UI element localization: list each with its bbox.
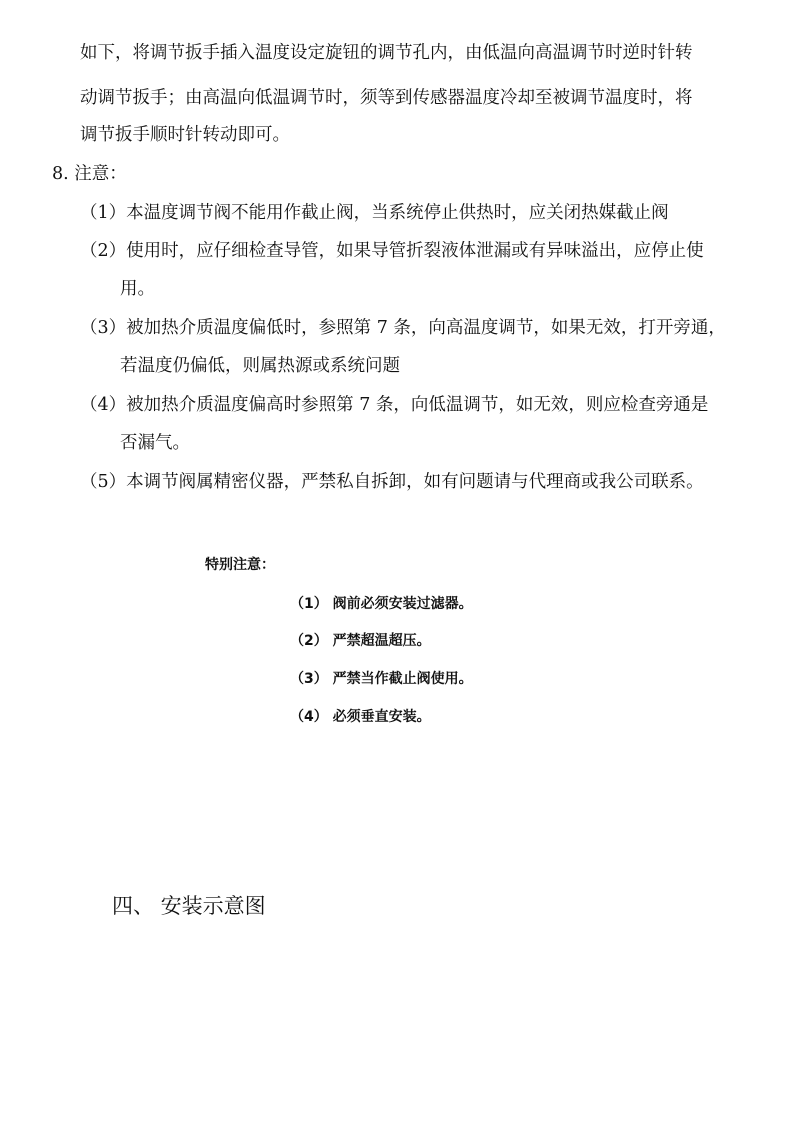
special-note-item-1: （1） 阀前必须安装过滤器。	[290, 596, 473, 612]
note-item-2-line-1: （2）使用时，应仔细检查导管，如果导管折裂液体泄漏或有异味溢出，应停止使	[80, 241, 704, 261]
intro-line-2: 动调节扳手；由高温向低温调节时，须等到传感器温度冷却至被调节温度时，将	[80, 88, 693, 108]
note-item-4-line-2: 否漏气。	[120, 433, 190, 453]
special-notes-heading: 特别注意：	[205, 557, 275, 573]
special-note-item-4: （4） 必须垂直安装。	[290, 709, 431, 725]
note-item-3-line-2: 若温度仍偏低，则属热源或系统问题	[120, 356, 400, 376]
note-item-5-line-1: （5）本调节阀属精密仪器，严禁私自拆卸，如有问题请与代理商或我公司联系。	[80, 472, 704, 492]
special-note-item-3: （3） 严禁当作截止阀使用。	[290, 671, 473, 687]
note-item-1-line-1: （1）本温度调节阀不能用作截止阀，当系统停止供热时，应关闭热媒截止阀	[80, 203, 669, 223]
note-item-4-line-1: （4）被加热介质温度偏高时参照第 7 条，向低温调节，如无效，则应检查旁通是	[80, 395, 709, 415]
intro-line-3: 调节扳手顺时针转动即可。	[80, 125, 290, 145]
notes-heading: 8. 注意：	[52, 164, 127, 184]
note-item-2-line-2: 用。	[120, 279, 155, 299]
section-title: 四、 安装示意图	[112, 894, 266, 918]
special-note-item-2: （2） 严禁超温超压。	[290, 633, 431, 649]
note-item-3-line-1: （3）被加热介质温度偏低时，参照第 7 条，向高温度调节，如果无效，打开旁通，	[80, 318, 726, 338]
intro-line-1: 如下，将调节扳手插入温度设定旋钮的调节孔内，由低温向高温调节时逆时针转	[80, 43, 693, 63]
